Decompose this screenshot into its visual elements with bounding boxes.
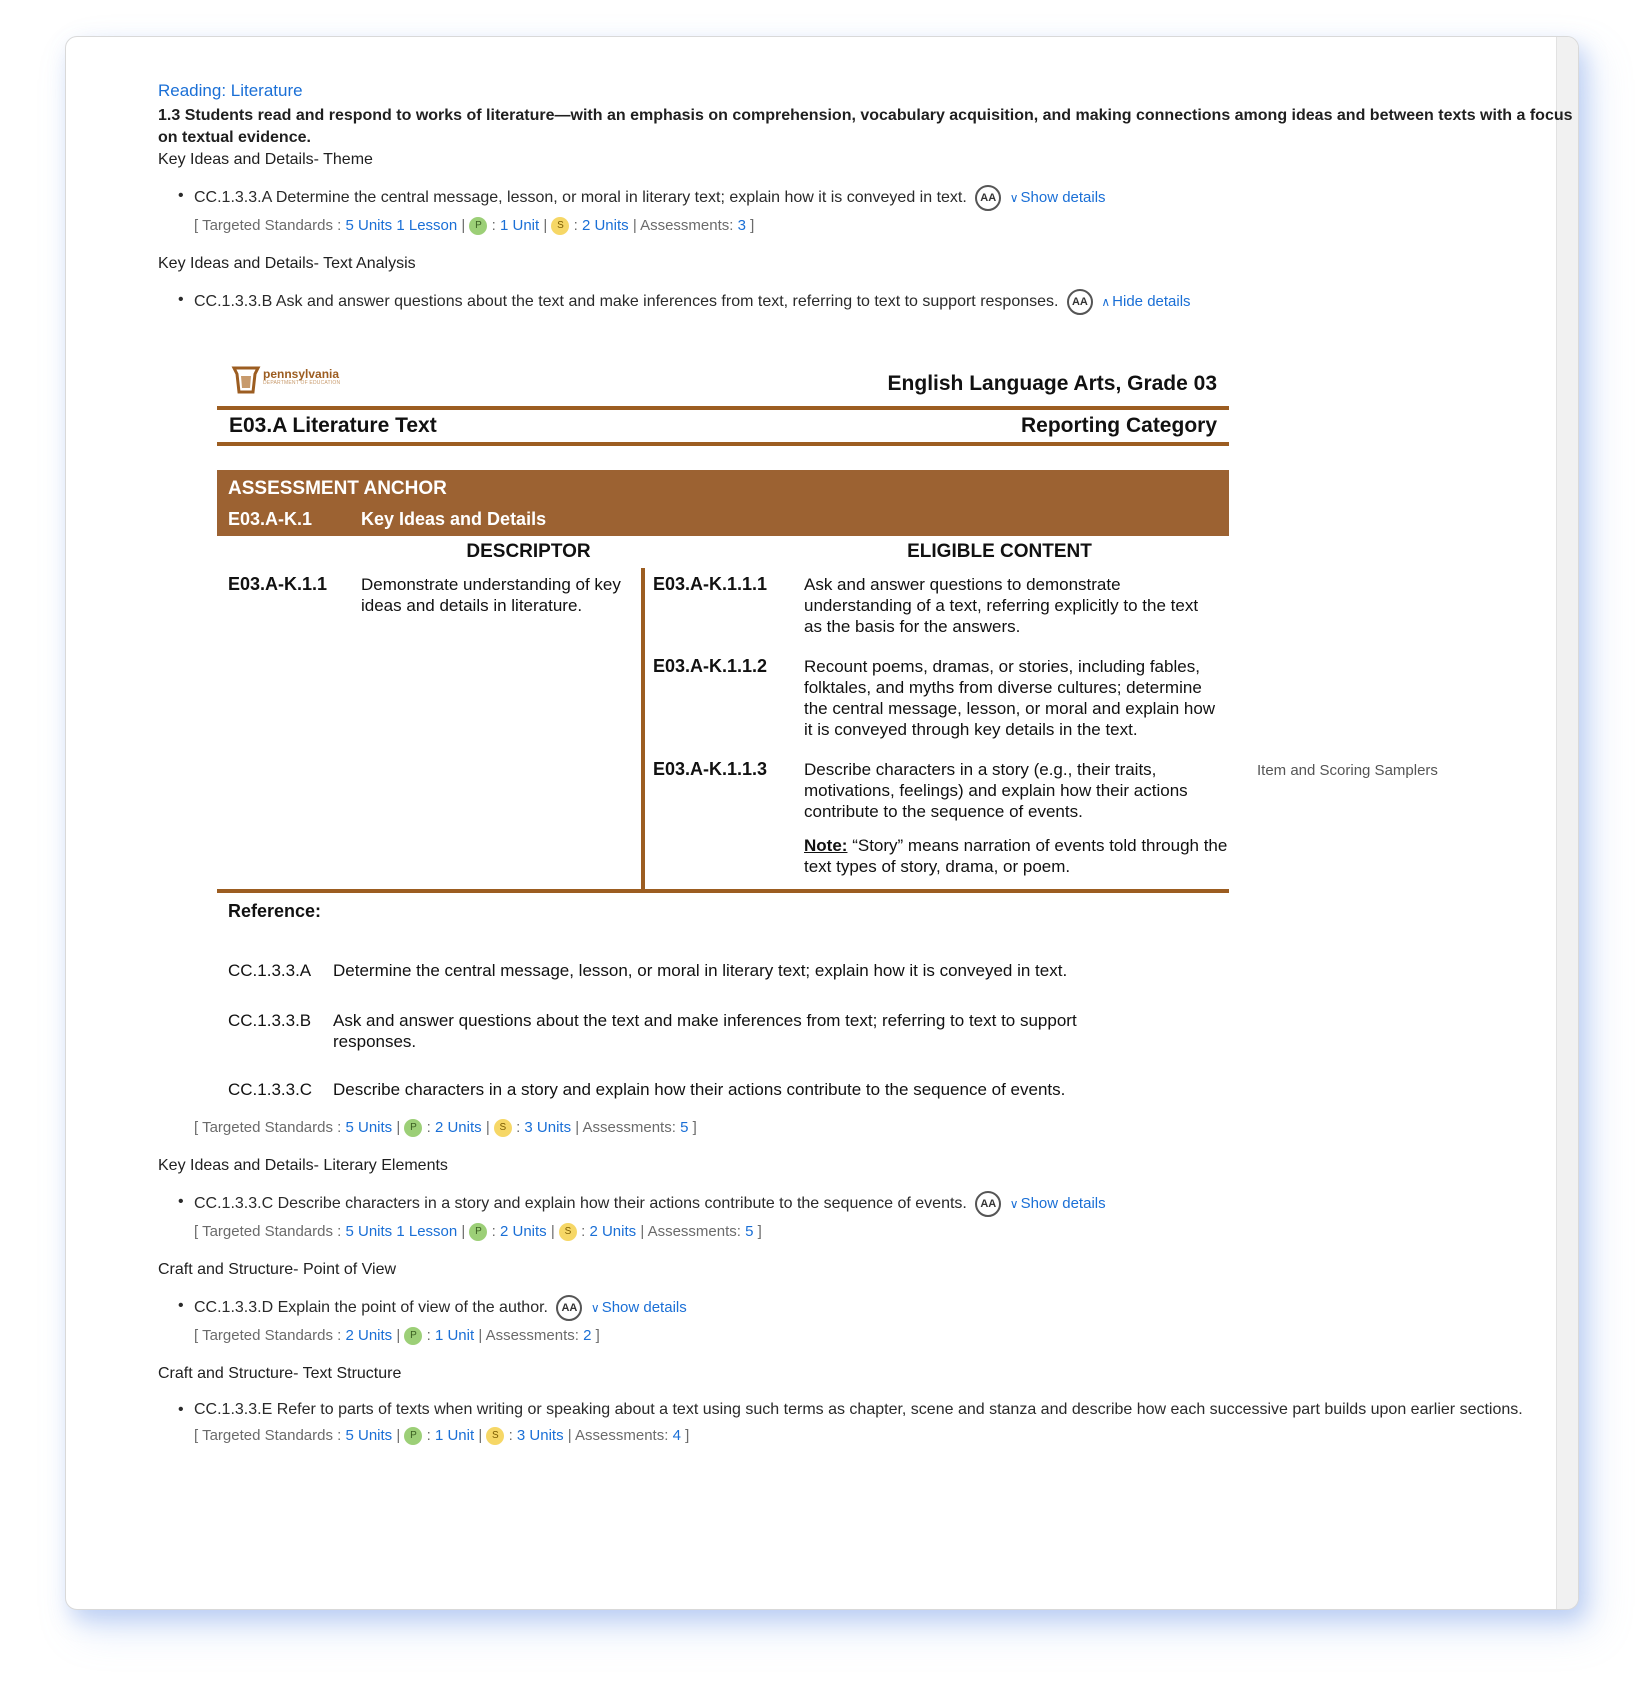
p-units-link[interactable]: 1 Unit xyxy=(434,1427,475,1444)
reporting-category-name: E03.A Literature Text xyxy=(229,414,437,437)
section-heading: Craft and Structure- Text Structure xyxy=(158,1365,402,1382)
eligible-content-row: E03.A-K.1.1.2 Recount poems, dramas, or stories, including fables, folktales, and myths from diverse cultures; determine the central message, lesson, or moral and explain how it is conveyed through key details in the text. xyxy=(653,656,1216,739)
section-heading: Key Ideas and Details- Theme xyxy=(158,151,373,168)
descriptor-heading: DESCRIPTOR xyxy=(466,541,591,562)
assessments-link[interactable]: 3 xyxy=(737,217,746,234)
standard-item xyxy=(158,1295,1579,1321)
doc-subject: English Language Arts, Grade 03 xyxy=(887,372,1217,395)
p-units-link[interactable]: 1 Unit xyxy=(434,1327,475,1344)
p-badge-icon: P xyxy=(469,1223,487,1241)
divider xyxy=(217,889,1229,893)
assessments-link[interactable]: 2 xyxy=(583,1327,592,1344)
show-details-link[interactable]: ∨ Show details xyxy=(1009,1195,1106,1212)
reference-row: CC.1.3.3.C Describe characters in a story and explain how their actions contribute to the sequence of events. xyxy=(228,1080,1066,1099)
targeted-standards: [ Targeted Standards : 5 Units | P : 2 Units | S : 3 Units | Assessments: 5 ] xyxy=(194,1119,697,1136)
p-badge-icon: P xyxy=(469,217,487,235)
eligible-content-heading: ELIGIBLE CONTENT xyxy=(907,541,1092,562)
s-badge-icon: S xyxy=(494,1119,512,1137)
units-link[interactable]: 2 Units xyxy=(345,1327,393,1344)
standard-text: CC.1.3.3.E Refer to parts of texts when writing or speaking about a text using such terms as chapter, scene and stanza and describe how each successive part builds upon earlier sections. xyxy=(194,1401,1523,1418)
reference-row: CC.1.3.3.B Ask and answer questions about the text and make inferences from text; referring to text to support responses. xyxy=(228,1011,1077,1051)
s-units-link[interactable]: 2 Units xyxy=(581,217,629,234)
p-badge-icon: P xyxy=(404,1119,422,1137)
s-units-link[interactable]: 3 Units xyxy=(516,1427,564,1444)
s-badge-icon: S xyxy=(486,1427,504,1445)
accessibility-aa-icon[interactable]: AA xyxy=(975,185,1001,211)
p-badge-icon: P xyxy=(404,1327,422,1345)
item-scoring-samplers-label: Item and Scoring Samplers xyxy=(1257,762,1438,779)
chevron-down-icon: ∨ xyxy=(1009,191,1019,205)
s-units-link[interactable]: 3 Units xyxy=(524,1119,572,1136)
eligible-content-row: E03.A-K.1.1.1 Ask and answer questions to demonstrate understanding of a text, referring explicitly to the text as the basis for the answers. xyxy=(653,574,1199,636)
targeted-standards: [ Targeted Standards : 5 Units 1 Lesson | P : 2 Units | S : 2 Units | Assessments: 5 ] xyxy=(194,1223,762,1240)
standard-text: CC.1.3.3.D Explain the point of view of the author. xyxy=(194,1299,548,1317)
assessment-anchor-banner: ASSESSMENT ANCHOR E03.A-K.1 Key Ideas and Details xyxy=(217,470,1229,536)
assessments-link[interactable]: 5 xyxy=(680,1119,689,1136)
section-heading: Key Ideas and Details- Literary Elements xyxy=(158,1157,448,1174)
chevron-down-icon: ∨ xyxy=(1009,1197,1019,1211)
section-heading: Key Ideas and Details- Text Analysis xyxy=(158,255,416,272)
units-link[interactable]: 5 Units 1 Lesson xyxy=(345,217,458,234)
eligible-content-row: E03.A-K.1.1.3 Describe characters in a story (e.g., their traits, motivations, feelings) and explain how their actions contribute to the sequence of events. xyxy=(653,759,1188,821)
hide-details-link[interactable]: ∧ Hide details xyxy=(1101,293,1191,310)
reference-label: Reference: xyxy=(228,901,322,921)
targeted-standards: [ Targeted Standards : 5 Units 1 Lesson | P : 1 Unit | S : 2 Units | Assessments: 3 ] xyxy=(194,217,755,234)
show-details-link[interactable]: ∨ Show details xyxy=(590,1299,687,1316)
descriptor-cell: E03.A-K.1.1 Demonstrate understanding of key ideas and details in literature. xyxy=(228,574,621,615)
standard-item xyxy=(158,1191,1579,1217)
accessibility-aa-icon[interactable]: AA xyxy=(556,1295,582,1321)
standard-text: CC.1.3.3.A Determine the central message, lesson, or moral in literary text; explain how it is conveyed in text. xyxy=(194,189,967,207)
chevron-up-icon: ∧ xyxy=(1101,295,1111,309)
s-badge-icon: S xyxy=(559,1223,577,1241)
units-link[interactable]: 5 Units xyxy=(345,1119,393,1136)
domain-link[interactable]: Reading: Literature xyxy=(158,81,303,100)
p-units-link[interactable]: 1 Unit xyxy=(500,217,540,234)
s-units-link[interactable]: 2 Units xyxy=(589,1223,637,1240)
standard-heading: 1.3 Students read and respond to works of literature—with an emphasis on comprehension, vocabulary acquisition, and making connections among ideas and between texts with a focus on textual evidence. xyxy=(158,107,1573,146)
units-link[interactable]: 5 Units 1 Lesson xyxy=(345,1223,458,1240)
standard-item xyxy=(158,289,1579,315)
standard-text: CC.1.3.3.C Describe characters in a story and explain how their actions contribute to the sequence of events. xyxy=(194,1195,967,1213)
p-units-link[interactable]: 2 Units xyxy=(434,1119,482,1136)
accessibility-aa-icon[interactable]: AA xyxy=(975,1191,1001,1217)
units-link[interactable]: 5 Units xyxy=(345,1427,393,1444)
p-units-link[interactable]: 2 Units xyxy=(500,1223,547,1240)
s-badge-icon: S xyxy=(551,217,569,235)
standard-item xyxy=(158,185,1579,211)
targeted-standards: [ Targeted Standards : 5 Units | P : 1 Unit | S : 3 Units | Assessments: 4 ] xyxy=(194,1427,690,1444)
reference-row: CC.1.3.3.A Determine the central message, lesson, or moral in literary text; explain how it is conveyed in text. xyxy=(228,961,1068,980)
eligible-content-list xyxy=(645,568,1229,889)
eligible-content-document xyxy=(217,362,1229,1100)
p-badge-icon: P xyxy=(404,1427,422,1445)
assessments-link[interactable]: 4 xyxy=(672,1427,681,1444)
section-heading: Craft and Structure- Point of View xyxy=(158,1261,397,1278)
keystone-icon xyxy=(231,364,261,394)
standard-item xyxy=(158,1399,1579,1421)
assessments-link[interactable]: 5 xyxy=(745,1223,754,1240)
show-details-link[interactable]: ∨ Show details xyxy=(1009,189,1106,206)
targeted-standards: [ Targeted Standards : 2 Units | P : 1 Unit | Assessments: 2 ] xyxy=(194,1327,600,1344)
accessibility-aa-icon[interactable]: AA xyxy=(1067,289,1093,315)
reporting-category-label: Reporting Category xyxy=(1020,414,1217,437)
note: Note: “Story” means narration of events told through the text types of story, drama, or poem. xyxy=(804,836,1228,876)
standard-text: CC.1.3.3.B Ask and answer questions about the text and make inferences from text, referring to text to support responses. xyxy=(194,293,1059,311)
divider xyxy=(217,442,1229,446)
chevron-down-icon: ∨ xyxy=(590,1301,600,1315)
pennsylvania-logo: pennsylvania DEPARTMENT OF EDUCATION xyxy=(231,364,340,394)
